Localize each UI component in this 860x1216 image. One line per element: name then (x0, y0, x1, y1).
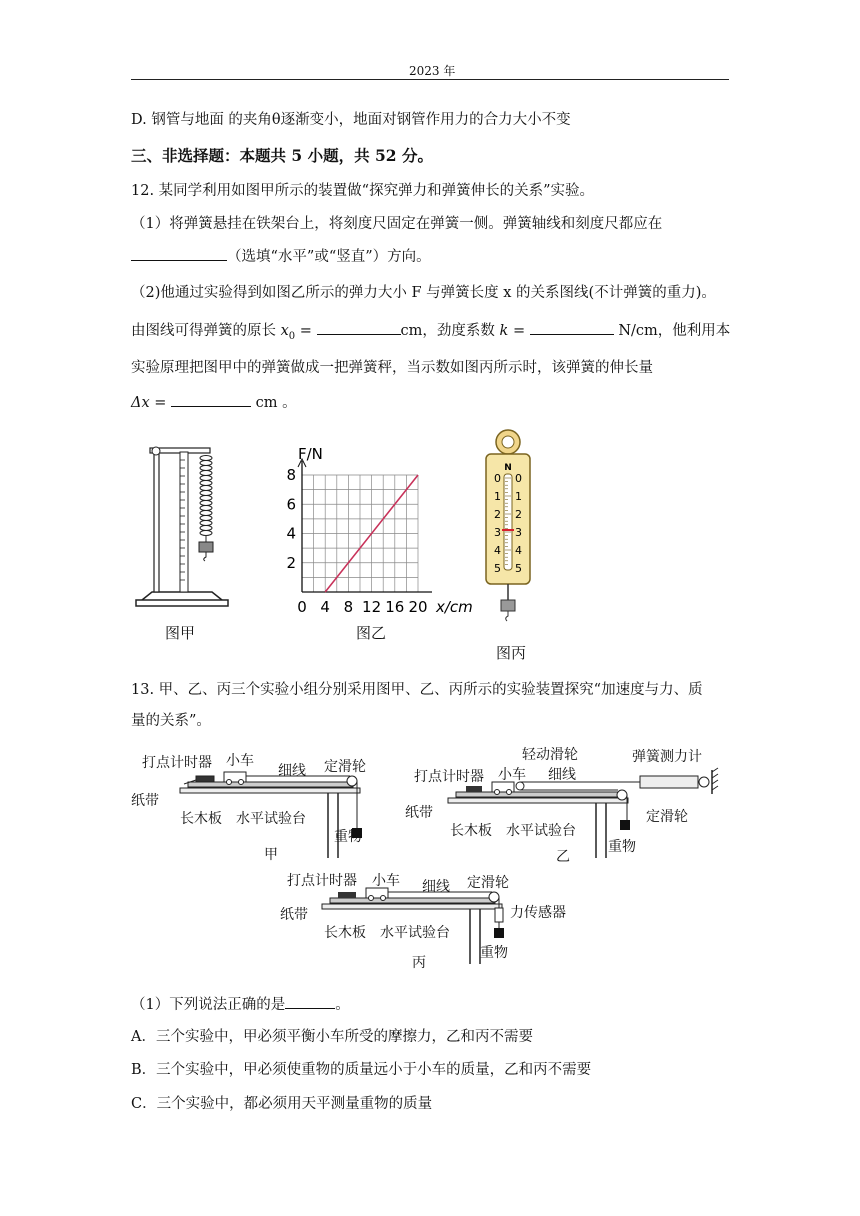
equals-sign: = (299, 323, 312, 339)
chart-axes (298, 459, 432, 592)
scale-number: 0 (515, 472, 522, 485)
y-tick-label: 4 (286, 524, 296, 543)
answer-blank-x0[interactable] (317, 320, 401, 335)
q13-option-b: B．三个实验中，甲必须使重物的质量远小于小车的质量，乙和丙不需要 (131, 1062, 592, 1078)
label-string-jia: 细线 (278, 763, 306, 779)
scale-number: 3 (494, 526, 501, 539)
var-x: x (280, 323, 289, 339)
x-tick-label: 20 (408, 598, 428, 616)
label-spring-scale-yi: 弹簧测力计 (632, 749, 702, 765)
var-x-sub: 0 (288, 330, 296, 342)
answer-blank-q13-1[interactable] (285, 994, 335, 1009)
section-title: 三、非选择题：本题共 5 小题，共 52 分。 (131, 146, 433, 165)
label-light-pulley-yi: 轻动滑轮 (522, 747, 578, 763)
x-tick-label: 8 (343, 598, 354, 616)
q12-part2-line3: 实验原理把图甲中的弹簧做成一把弹簧秤，当示数如图丙所示时，该弹簧的伸长量 (131, 360, 653, 376)
label-board-bing: 长木板 (324, 925, 366, 941)
label-board-yi: 长木板 (450, 823, 492, 839)
label-pulley-yi: 定滑轮 (646, 809, 688, 825)
q13-sub1-text: （1）下列说法正确的是 (131, 997, 286, 1013)
label-tape-bing: 纸带 (280, 907, 308, 923)
page-header-year: 2023 年 (409, 64, 456, 78)
label-string-yi: 细线 (548, 767, 576, 783)
q13-stem-line1: 13. 甲、乙、丙三个实验小组分别采用图甲、乙、丙所示的实验装置探究“加速度与力、质 (131, 682, 703, 698)
label-weight-yi: 重物 (608, 839, 636, 855)
figure-yi-caption: 图乙 (356, 624, 387, 642)
scale-number: 4 (515, 544, 522, 557)
y-tick-label: 6 (286, 495, 296, 514)
label-force-sensor-bing: 力传感器 (510, 905, 566, 921)
label-timer-bing: 打点计时器 (287, 873, 357, 889)
x-tick-label: 4 (320, 598, 330, 616)
scale-number: 1 (494, 490, 501, 503)
label-cart-yi: 小车 (498, 767, 526, 783)
q11-option-d: D. 钢管与地面 的夹角θ逐渐变小，地面对钢管作用力的合力大小不变 (131, 112, 571, 128)
x-tick-label: 12 (362, 598, 382, 616)
label-tape-yi: 纸带 (405, 805, 433, 821)
var-dx: Δx (131, 395, 150, 411)
caption-apparatus-bing: 丙 (412, 955, 426, 971)
q12-part2-line2 (131, 320, 730, 347)
q12-stem: 12. 某同学利用如图甲所示的装置做“探究弹力和弹簧伸长的关系”实验。 (131, 183, 594, 199)
q13-option-a: A．三个实验中，甲必须平衡小车所受的摩擦力，乙和丙不需要 (131, 1029, 533, 1045)
answer-blank-dx[interactable] (171, 392, 251, 407)
caption-apparatus-yi: 乙 (556, 849, 570, 865)
scale-number: 2 (494, 508, 501, 521)
label-string-bing: 细线 (422, 879, 450, 895)
scale-number: 5 (515, 562, 522, 575)
scale-number: 0 (494, 472, 501, 485)
scale-number: 2 (515, 508, 522, 521)
label-tape-jia: 纸带 (131, 793, 159, 809)
text-segment: ，他利用本 (657, 323, 731, 339)
scale-number: 3 (515, 526, 522, 539)
q12-part2-line1: （2)他通过实验得到如图乙所示的弹力大小 F 与弹簧长度 x 的关系图线(不计弹簧的重力)。 (131, 285, 716, 301)
scale-number: 4 (494, 544, 501, 557)
q12-part1-line1: （1）将弹簧悬挂在铁架台上，将刻度尺固定在弹簧一侧。弹簧轴线和刻度尺都应在 (131, 216, 663, 232)
text-segment: 由图线可得弹簧的原长 (131, 323, 276, 339)
label-timer-yi: 打点计时器 (414, 769, 484, 785)
equals-sign: = (154, 395, 167, 411)
scale-number: 5 (494, 562, 501, 575)
x-tick-label: 0 (297, 598, 307, 616)
figure-yi-chart (270, 445, 480, 625)
unit-ncm: N/cm (618, 323, 658, 339)
figure-jia-caption: 图甲 (165, 624, 196, 642)
label-weight-jia: 重物 (334, 829, 362, 845)
label-weight-bing: 重物 (480, 945, 508, 961)
header-rule (131, 79, 729, 80)
q12-part1-line2 (131, 246, 431, 267)
chart-grid (302, 475, 418, 592)
unit-cm: cm (400, 323, 423, 339)
label-pulley-jia: 定滑轮 (324, 759, 366, 775)
answer-blank-k[interactable] (530, 320, 614, 335)
chart-x-label: x/cm (436, 598, 473, 616)
unit-cm: cm 。 (255, 395, 297, 411)
answer-blank-direction[interactable] (131, 246, 227, 261)
figure-jia-iron-stand (128, 420, 238, 620)
q12-part2-line4 (131, 392, 297, 413)
q12-part1-hint: （选填“水平”或“竖直”）方向。 (227, 249, 431, 265)
figure-bing-caption: 图丙 (496, 644, 527, 662)
caption-apparatus-jia: 甲 (264, 847, 278, 863)
label-timer-jia: 打点计时器 (142, 755, 212, 771)
chart-y-label: F/N (298, 445, 323, 463)
q13-option-c: C．三个实验中，都必须用天平测量重物的质量 (131, 1096, 433, 1112)
text-segment: ，劲度系数 (422, 323, 495, 339)
label-cart-bing: 小车 (372, 873, 400, 889)
label-pulley-bing: 定滑轮 (467, 875, 509, 891)
equals-sign: = (512, 323, 526, 339)
q13-sub1-end: 。 (335, 997, 350, 1013)
figure-bing-spring-scale (480, 428, 540, 628)
scale-number: 1 (515, 490, 522, 503)
var-k: k (499, 323, 509, 339)
q13-sub1 (131, 994, 350, 1015)
label-table-yi: 水平试验台 (506, 823, 576, 839)
q13-stem-line2: 量的关系”。 (131, 713, 211, 729)
label-board-jia: 长木板 (180, 811, 222, 827)
label-table-bing: 水平试验台 (380, 925, 450, 941)
scale-unit-label: N (504, 463, 512, 473)
x-tick-label: 16 (385, 598, 405, 616)
label-table-jia: 水平试验台 (236, 811, 306, 827)
label-cart-jia: 小车 (226, 753, 254, 769)
y-tick-label: 2 (286, 553, 296, 572)
y-tick-label: 8 (286, 466, 296, 484)
